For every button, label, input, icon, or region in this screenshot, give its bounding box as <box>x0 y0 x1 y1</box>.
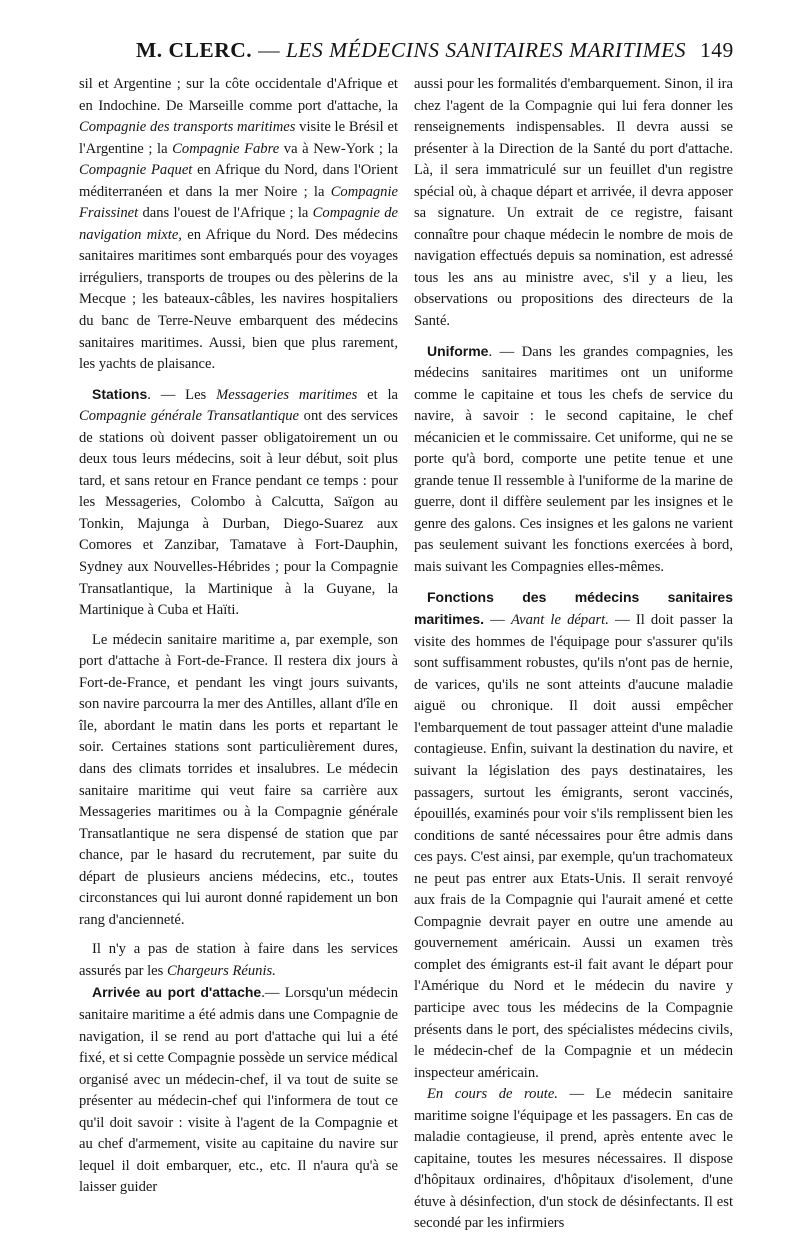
subheading-avant-depart: Avant le départ. <box>511 612 609 629</box>
text-run: et la <box>357 386 398 403</box>
paragraph-uniforme <box>414 341 733 579</box>
paragraph-companies <box>79 74 398 376</box>
section-heading-arrivee: Arrivée au port d'attache <box>92 984 262 1001</box>
paragraph-stations <box>79 384 398 622</box>
paragraph-fonctions <box>414 587 733 1085</box>
company-name: Compagnie Paquet <box>79 162 193 179</box>
section-heading-uniforme: Uniforme <box>427 342 489 359</box>
paragraph-formalites: aussi pour les formalités d'embarquement. Sinon, il ira chez l'agent de la Compagnie qui lui fera donner les renseignements indispensables. Il devra aussi se présenter à la Direction de la Santé du port d'attache. Là, il sera immatriculé sur un feuillet d'un registre spécial où, à chaque départ et arrivée, il devra apposer sa signature. Un extrait de ce registre, faisant connaître pour chaque médecin le nombre de mois de navigation effectués depuis sa nomination, est adressé tous les ans au ministre avec, s'il y a lieu, les observations ou propositions des directeurs de la Santé. <box>414 76 733 330</box>
header-author: M. CLERC. <box>136 38 253 62</box>
company-name: Chargeurs Réunis. <box>166 962 276 979</box>
text-run: va à New-York ; la <box>279 140 399 157</box>
text-run: Les <box>185 386 217 403</box>
section-heading-stations: Stations <box>92 385 148 402</box>
paragraph-arrivee <box>79 982 398 1198</box>
page-number: 149 <box>700 38 734 62</box>
paragraph-chargeurs <box>79 939 398 982</box>
company-name: Compagnie Fraissinet <box>79 183 398 222</box>
header-dash: — <box>258 38 281 62</box>
text-run: ont des services de stations où doivent passer obligatoirement un ou deux tous leurs médecins, soit à leur début, soit plus tard, et sans retour en France pendant ce temps : pour les Messageries, Colombo à Calcutta, Saïgon au Tonkin, Majunga à Durban, Diego-Suarez aux Comores et Zanzibar, Tamatave à Fort-Dauphin, Sydney aux Nouvelles-Hébrides ; pour la Compagnie Transatlantique, la Martinique à la Guyane, la Martinique à Cuba et Haïti. <box>79 408 398 619</box>
text-run: — <box>490 612 512 629</box>
text-run: .— <box>261 985 285 1002</box>
company-name: Messageries maritimes <box>216 386 358 403</box>
paragraph-example: Le médecin sanitaire maritime a, par exemple, son port d'attache à Fort-de-France. Il restera dix jours à Fort-de-France, et pendant les vingt jours suivants, son navire parcourra la mer des Antilles, allant d'île en île, abordant le matin dans les ports et repartant le soir. Certaines stations sont particulièrement dures, dans des climats torrides et insalubres. Le médecin sanitaire maritime qui veut faire sa carrière aux Messageries maritimes ou à la Compagnie générale Transatlantique ne sera dispensé de station que par chance, par le hasard du recrutement, par suite du départ de plusieurs anciens médecins, etc., toutes circonstances qui lui auront donné rapidement un bon rang d'ancienneté. <box>79 631 398 928</box>
text-run: dans l'ouest de l'Afrique ; la <box>138 205 313 222</box>
text-run: visite le Brésil et l'Argentine ; la <box>79 119 399 157</box>
right-column <box>414 74 733 1235</box>
text-run: en Afrique du Nord, dans l'Orient méditerranéen et dans la mer Noire ; la <box>79 162 398 200</box>
header-title <box>136 37 686 63</box>
text-run: . — <box>147 386 186 403</box>
company-name: Compagnie Fabre <box>172 140 280 157</box>
text-run: Dans les grandes compagnies, les médecins sanitaires maritimes ont un uniforme comme le capitaine et tous les chefs de service du navire, à savoir : le second capitaine, le chef mécanicien et le commissaire. Cet uniforme, qui ne se porte qu'à bord, comporte une petite tenue et une grande tenue Il ressemble à l'uniforme de la marine de guerre, dont il diffère seulement par les insignes et le genre des galons. Ces insignes et les galons ne varient pas seulement suivant les fonctions exercées à bord, mais suivant les Compagnies elles-mêmes. <box>414 343 733 576</box>
text-run: — Il doit passer la visite des hommes de l'équipage pour s'assurer qu'ils sont suffisamment robustes, qu'ils n'ont pas de hernie, de varices, qu'ils ne sont atteints d'aucune maladie aiguë ou chronique. Il doit aussi empêcher l'embarquement de tout passager atteint d'une maladie contagieuse. Enfin, suivant la destination du navire, et suivant la législation des pays destinataires, les passagers, surtout les émigrants, seront vaccinés, épouillés, examinés pour voir s'ils remplissent bien les conditions de santé nécessaires pour être admis dans ces pays. C'est ainsi, par exemple, qu'un trachomateux ne peut pas entrer aux Etats-Unis. Il serait renvoyé aux frais de la Compagnie qui l'aurait amené et cette Compagnie devrait payer en outre une amende au gouvernement américain. Aussi un examen très complet des émigrants est-il fait avant le départ pour l'Amérique du Nord et le médecin du navire y participe avec tous les médecins de la Compagnie présents dans le port, des spécialistes médecins civils, le médecin-chef de la Compagnie et un médecin inspecteur américain. <box>414 612 733 1081</box>
text-run: — Le médecin sanitaire maritime soigne l'équipage et les passagers. En cas de maladie contagieuse, il prend, après entente avec le capitaine, toutes les mesures nécessaires. Il dispose d'hôpitaux ordinaires, d'hôpitaux d'isolement, d'une étuve à désinfection, d'un stock de désinfectants. Il est secondé par les infirmiers <box>414 1086 733 1232</box>
left-column <box>79 74 398 1199</box>
subheading-en-cours-de-route: En cours de route. <box>427 1086 558 1103</box>
header-running-title: LES MÉDECINS SANITAIRES MARITIMES <box>285 38 686 62</box>
company-name: Compagnie de navigation mixte, <box>79 205 398 243</box>
text-run: . — <box>488 343 522 360</box>
company-name: Compagnie des transports maritimes <box>79 119 296 136</box>
text-run: Il n'y a pas de station à faire dans les services assurés par les <box>79 941 398 979</box>
text-run: en Afrique du Nord. Des médecins sanitaires maritimes sont embarqués pour des voyages irréguliers, transports de troupes ou des pèlerins de la Mecque ; les bateaux-câbles, les navires hospitaliers du banc de Terre-Neuve embarquent des médecins sanitaires maritimes. Aussi, bien que plus rarement, les yachts de plaisance. <box>79 226 398 373</box>
paragraph-en-cours <box>414 1084 733 1235</box>
section-heading-fonctions: Fonctions des médecins sanitaires maritimes. <box>414 588 733 628</box>
text-run: Lorsqu'un médecin sanitaire maritime a été admis dans une Compagnie de navigation, il se rend au port d'attache qui lui a été fixé, et si cette Compagnie possède un service médical organisé avec un médecin-chef, il va tout de suite se présenter au médecin-chef qui l'informera de tout ce qu'il doit savoir : visite à l'agent de la Compagnie et au chef d'armement, visite au capitaine du navire sur lequel il doit embarquer, etc., etc. Il n'aura qu'à se laisser guider <box>79 985 398 1196</box>
text-run: sil et Argentine ; sur la côte occidentale d'Afrique et en Indochine. De Marseille comme port d'attache, la <box>79 76 398 114</box>
company-name: Compagnie générale Transatlantique <box>79 408 300 425</box>
